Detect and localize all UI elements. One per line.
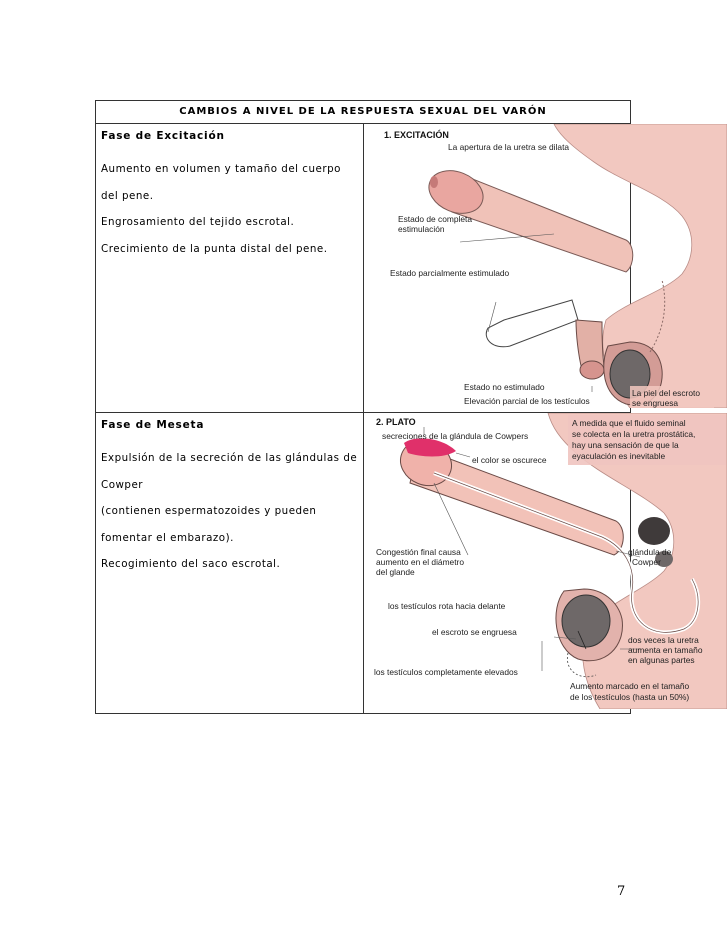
label-complete-1: Estado de completa — [397, 214, 472, 224]
phase-line: Recogimiento del saco escrotal. — [101, 558, 281, 570]
figure-heading: 1. EXCITACIÓN — [383, 130, 449, 140]
table-row — [96, 413, 631, 714]
response-table — [95, 100, 702, 714]
phase-description — [101, 156, 359, 262]
excitation-illustration — [364, 124, 727, 408]
phase-line: Crecimiento de la punta distal del pene. — [101, 242, 328, 255]
label-increase-1: Aumento marcado en el tamaño — [569, 681, 689, 691]
phase-text-cell — [96, 413, 364, 714]
label-increase-2: de los testículos (hasta un 50%) — [569, 692, 689, 702]
cowper-secretion-drop — [404, 438, 456, 456]
label-complete-2: estimulación — [397, 224, 445, 234]
label-congestion-2: aumento en el diámetro — [375, 557, 464, 567]
label-cowper-secretions: secreciones de la glándula de Cowpers — [381, 431, 528, 441]
label-gland-2: Cowper — [631, 557, 661, 567]
testis — [562, 595, 610, 647]
label-fluid-4: eyaculación es inevitable — [571, 451, 665, 461]
phase-title: Fase de Meseta — [101, 419, 205, 431]
plateau-illustration — [364, 413, 727, 709]
label-scrotum-2: se engruesa — [631, 398, 678, 408]
phase-line: Expulsión de la secreción de las glándulas de Cowper — [101, 452, 358, 491]
label-fluid-1: A medida que el fluido seminal — [571, 418, 686, 428]
phase-description — [101, 445, 359, 578]
prostate-gland — [638, 517, 670, 545]
phase-line: Engrosamiento del tejido escrotal. — [101, 216, 295, 228]
label-partial: Estado parcialmente estimulado — [389, 268, 509, 278]
label-not-stimulated: Estado no estimulado — [463, 382, 545, 392]
label-urethra-2: aumenta en tamaño — [627, 645, 702, 655]
table-row — [96, 124, 631, 413]
label-fluid-2: se colecta en la uretra prostática, — [571, 429, 695, 439]
label-urethra: La apertura de la uretra se dilata — [447, 142, 569, 152]
figure-heading: 2. PLATO — [375, 417, 416, 427]
label-fluid-3: hay una sensación de que la — [571, 440, 679, 450]
phase-title: Fase de Excitación — [101, 130, 225, 142]
label-scrotum-1: La piel del escroto — [631, 388, 700, 398]
label-congestion-1: Congestión final causa — [375, 547, 461, 557]
label-gland-1: glándula de — [627, 547, 671, 557]
label-urethra-3: en algunas partes — [627, 655, 695, 665]
penis-partial-outline — [486, 300, 578, 347]
phase-line: (contienen espermatozoides y pueden fomentar el embarazo). — [101, 505, 317, 544]
table-title: CAMBIOS A NIVEL DE LA RESPUESTA SEXUAL DEL VARÓN — [96, 101, 631, 124]
urethral-opening — [430, 176, 438, 188]
label-elevation: Elevación parcial de los testículos — [463, 396, 590, 406]
label-congestion-3: del glande — [375, 567, 415, 577]
label-scrotum: el escroto se engruesa — [431, 627, 517, 637]
glans-flaccid — [580, 361, 604, 379]
page-number: 7 — [617, 884, 626, 899]
label-rotate: los testículos rota hacia delante — [387, 601, 505, 611]
excitation-figure-cell — [363, 124, 700, 413]
phase-line: Aumento en volumen y tamaño del cuerpo del pene. — [101, 163, 341, 202]
phase-text-cell — [96, 124, 364, 413]
plateau-figure-cell — [363, 413, 702, 714]
label-elevated: los testículos completamente elevados — [373, 667, 518, 677]
label-urethra-1: dos veces la uretra — [627, 635, 699, 645]
label-color: el color se oscurece — [471, 455, 546, 465]
